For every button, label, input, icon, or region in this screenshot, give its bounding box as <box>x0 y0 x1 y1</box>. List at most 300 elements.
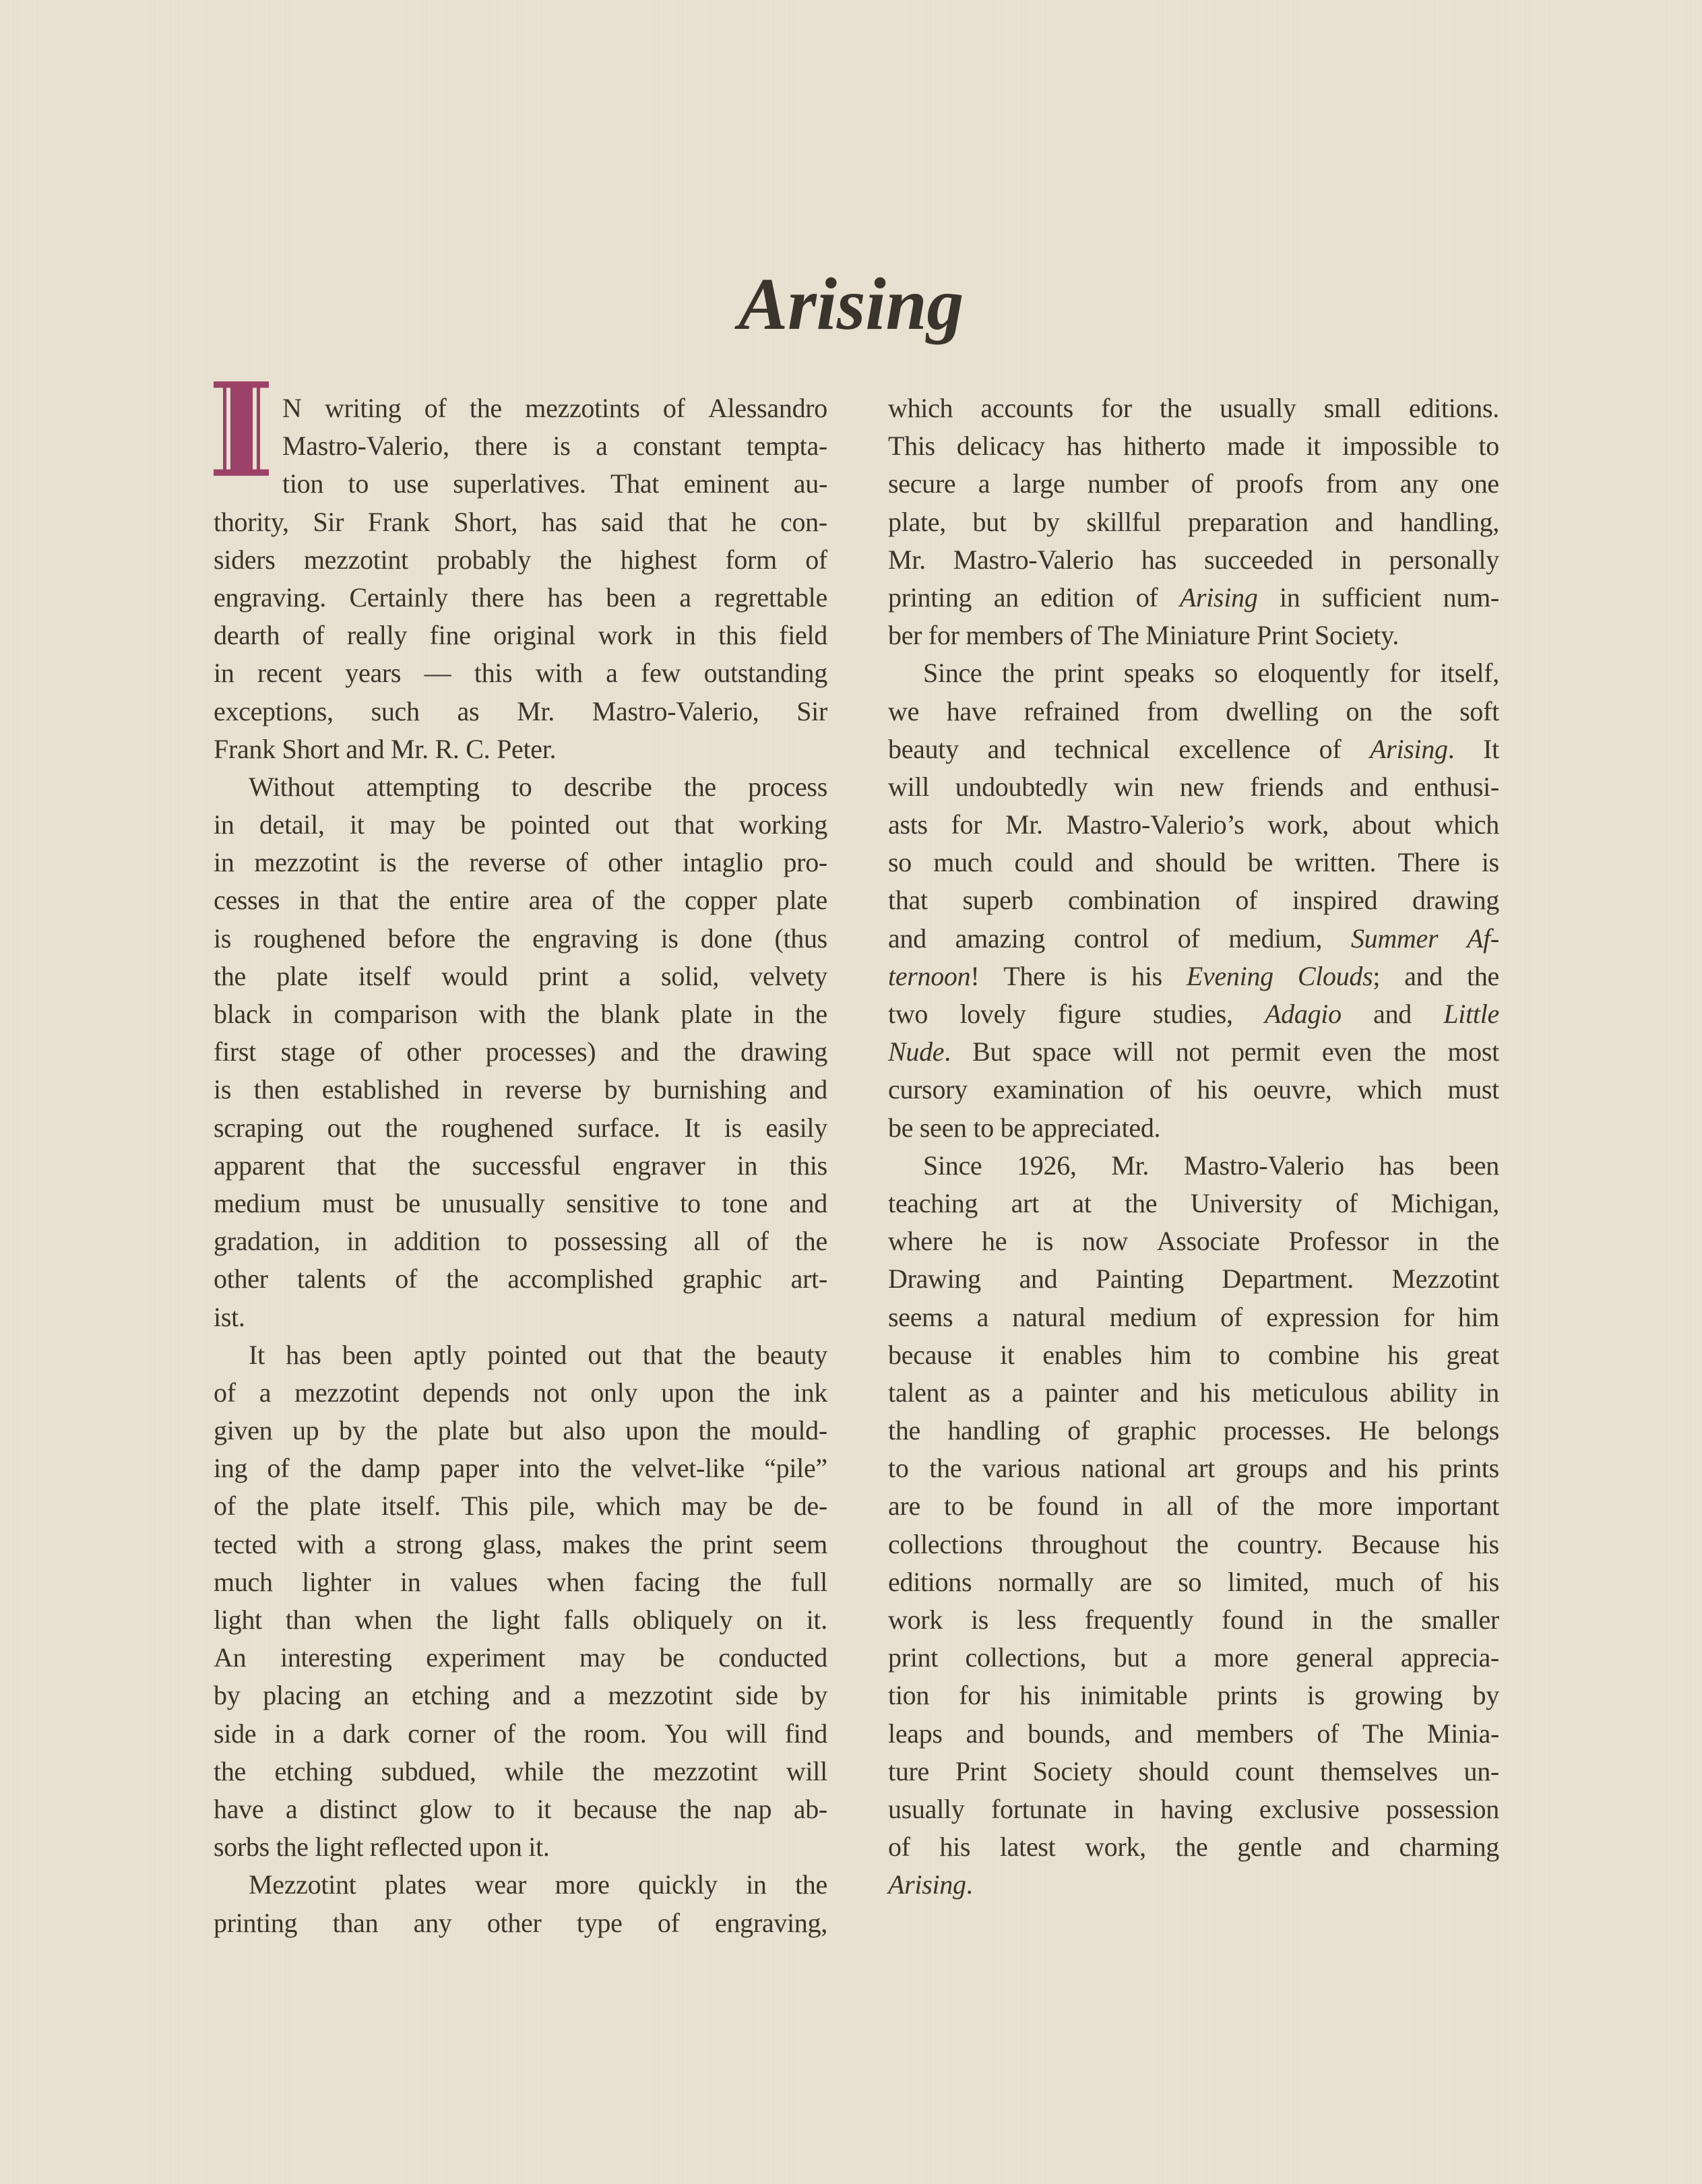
paragraph <box>888 389 1499 654</box>
text-line <box>888 1563 1499 1601</box>
word: Adagio <box>1265 999 1342 1029</box>
word: exclusive <box>1259 1793 1360 1824</box>
word: sufficient <box>1321 582 1422 613</box>
word: plate <box>776 885 827 916</box>
word: interesting <box>280 1642 392 1673</box>
word: room. <box>584 1718 647 1749</box>
text-line <box>888 1790 1499 1828</box>
text-line <box>888 1677 1499 1714</box>
word: Associate <box>1156 1226 1260 1257</box>
word: will <box>786 1755 827 1786</box>
word: graphic <box>682 1263 762 1294</box>
word: by <box>1033 506 1060 537</box>
word: collections, <box>965 1642 1087 1673</box>
word: reflected <box>369 1832 463 1863</box>
word: black <box>214 999 272 1029</box>
word: combination <box>1068 885 1201 916</box>
word: in <box>214 809 234 840</box>
word: figure <box>1057 999 1121 1029</box>
word: has <box>1141 544 1177 575</box>
word: print <box>538 960 589 991</box>
word: The <box>1362 1718 1404 1749</box>
word: in <box>736 1150 758 1181</box>
word: drawing <box>1412 885 1499 916</box>
text-line <box>214 958 827 995</box>
word: by <box>800 1680 827 1711</box>
word: and <box>1335 506 1374 537</box>
word: has <box>1066 431 1102 462</box>
word: hitherto <box>1123 431 1206 462</box>
word: a <box>285 1793 298 1824</box>
word: art <box>1187 1453 1215 1484</box>
word: great <box>1446 1339 1499 1370</box>
word: one <box>1461 468 1499 499</box>
word: should <box>1155 847 1226 878</box>
word: makes <box>562 1528 631 1559</box>
word: his <box>1387 1339 1418 1370</box>
text-line <box>888 1487 1499 1525</box>
word: of <box>592 885 614 916</box>
word: the <box>679 1793 712 1824</box>
word: Arising <box>1179 582 1258 613</box>
word: there <box>474 431 528 462</box>
word: any <box>1399 468 1439 499</box>
text-line <box>888 541 1499 579</box>
word: Mastro-Valerio <box>953 544 1114 575</box>
word: it <box>1000 1339 1015 1370</box>
word: Sir <box>313 506 344 537</box>
text-line <box>214 1412 827 1449</box>
word: impossible <box>1342 431 1457 462</box>
word: latest <box>999 1832 1056 1863</box>
word: large <box>1012 468 1065 499</box>
word: and <box>1331 1832 1370 1863</box>
word: the <box>1159 393 1192 423</box>
word: and <box>620 1036 659 1067</box>
text-line <box>888 1260 1499 1298</box>
word: cesses <box>214 885 280 916</box>
word: accounts <box>980 393 1073 423</box>
word: Little <box>1443 999 1499 1029</box>
word: scraping <box>214 1112 304 1143</box>
word: in <box>1311 1604 1333 1635</box>
word: sorbs <box>214 1832 270 1863</box>
text-line <box>214 1033 827 1071</box>
word: An <box>214 1642 247 1673</box>
word: processes) <box>485 1036 596 1067</box>
word: the <box>1399 695 1432 726</box>
word: That <box>610 468 660 499</box>
word: this <box>474 658 513 689</box>
word: experiment <box>426 1642 546 1673</box>
word: enables <box>1042 1339 1123 1370</box>
word: art <box>1011 1187 1039 1218</box>
word: eloquently <box>1257 658 1370 689</box>
word: is <box>660 923 679 954</box>
word: of <box>1149 1074 1172 1105</box>
word: it <box>1306 431 1321 462</box>
word: be <box>460 809 486 840</box>
word: obliquely <box>632 1604 733 1635</box>
word: Mezzotint <box>1391 1263 1499 1294</box>
text-line <box>888 958 1499 995</box>
dropcap-initial <box>214 381 269 476</box>
word: expression <box>1266 1301 1380 1332</box>
word: of <box>267 1453 290 1484</box>
word: be <box>888 1112 914 1143</box>
word: aptly <box>413 1339 466 1370</box>
word: itself <box>358 960 411 991</box>
word: said <box>600 506 644 537</box>
word: the <box>214 1755 246 1786</box>
word: may <box>681 1491 728 1522</box>
word: at <box>1072 1187 1092 1218</box>
word: technical <box>1054 733 1150 764</box>
text-line <box>214 1601 827 1639</box>
word: because <box>573 1793 658 1824</box>
word: out <box>327 1112 361 1143</box>
word: edition <box>1040 582 1114 613</box>
word: the <box>1125 1187 1158 1218</box>
word: on <box>756 1604 783 1635</box>
word: a <box>976 1301 989 1332</box>
word: should <box>1138 1755 1209 1786</box>
text-line <box>214 1639 827 1677</box>
word: and <box>1019 1263 1058 1294</box>
text-line <box>888 1299 1499 1336</box>
word: will <box>725 1718 767 1749</box>
word: Society <box>1032 1755 1112 1786</box>
word: of <box>1220 1301 1242 1332</box>
text-line <box>888 844 1499 881</box>
word: and <box>789 1074 827 1105</box>
word: his <box>939 1832 971 1863</box>
word: the <box>214 960 246 991</box>
word: all <box>693 1226 720 1257</box>
word: with <box>478 999 526 1029</box>
word: medium <box>214 1187 301 1218</box>
word: This <box>461 1491 509 1522</box>
word: Print <box>955 1755 1007 1786</box>
word: for <box>959 1680 990 1711</box>
word: accomplished <box>507 1263 654 1294</box>
word: must <box>1447 1074 1499 1105</box>
word: Mezzotint <box>249 1869 356 1900</box>
word: that <box>338 885 379 916</box>
word: a <box>313 1718 325 1749</box>
text-line <box>214 1374 827 1412</box>
word: in <box>753 999 774 1029</box>
text-line <box>888 1109 1499 1147</box>
text-line <box>214 1526 827 1563</box>
word: which <box>888 393 953 423</box>
word: paper <box>439 1453 499 1484</box>
word: and <box>966 1718 1005 1749</box>
word: is <box>1090 960 1108 991</box>
text-line <box>214 1904 827 1942</box>
word: be <box>747 1491 774 1522</box>
text-line <box>214 541 827 579</box>
word: his <box>1387 1453 1418 1484</box>
word: so <box>888 847 912 878</box>
word: established <box>321 1074 440 1105</box>
word: burnishing <box>653 1074 767 1105</box>
word: Mr. <box>888 544 926 575</box>
text-line <box>214 1260 827 1298</box>
word: num- <box>1443 582 1499 613</box>
word: Af- <box>1466 923 1499 954</box>
word: the <box>309 1453 342 1484</box>
word: skillful <box>1086 506 1162 537</box>
word: in <box>1478 1377 1499 1408</box>
word: damp <box>360 1453 420 1484</box>
word: from <box>1146 695 1199 726</box>
word: the <box>385 1112 418 1143</box>
word: found <box>1222 1604 1284 1635</box>
word: and <box>789 1187 827 1218</box>
word: constant <box>633 431 722 462</box>
word: tected <box>214 1528 277 1559</box>
text-line <box>214 617 827 654</box>
word: probably <box>437 544 531 575</box>
text-line <box>888 806 1499 844</box>
word: but <box>509 1415 543 1446</box>
word: original <box>493 620 576 651</box>
word: mezzotint <box>608 1680 713 1711</box>
word: Short, <box>453 506 518 537</box>
text-line <box>214 1487 827 1525</box>
word: mezzotint <box>303 544 408 575</box>
word: placing <box>263 1680 341 1711</box>
text-line <box>888 920 1499 958</box>
word: it <box>349 809 365 840</box>
word: recent <box>257 658 322 689</box>
text-line <box>214 1866 827 1904</box>
word: bounds, <box>1028 1718 1111 1749</box>
word: talents <box>296 1263 367 1294</box>
word: work, <box>1267 809 1329 840</box>
word: his <box>1199 1377 1231 1408</box>
word: small <box>1323 393 1381 423</box>
word: really <box>346 620 408 651</box>
word: of <box>1216 1491 1239 1522</box>
word: unusually <box>441 1187 545 1218</box>
text-line <box>888 1866 1499 1904</box>
word: and <box>1404 960 1443 991</box>
text-line <box>888 427 1499 465</box>
word: permit <box>1231 1036 1300 1067</box>
word: much <box>1335 1566 1395 1597</box>
word: pro- <box>783 847 827 878</box>
word: and <box>1095 847 1134 878</box>
text-line <box>282 427 827 465</box>
word: the <box>698 1415 731 1446</box>
word: subdued, <box>381 1755 476 1786</box>
word: in <box>1417 1226 1439 1257</box>
word: has <box>541 506 577 537</box>
word: intaglio <box>682 847 763 878</box>
word: space <box>1032 1036 1092 1067</box>
word: of <box>1235 885 1258 916</box>
word: Without <box>249 771 335 802</box>
word: surface. <box>577 1112 660 1143</box>
word: Mastro-Valerio, <box>592 695 759 726</box>
word: normally <box>997 1566 1094 1597</box>
word: teaching <box>888 1187 978 1218</box>
word: of <box>1317 1718 1339 1749</box>
word: about <box>1352 809 1411 840</box>
word: and <box>1328 1453 1367 1484</box>
page-title: Arising <box>738 263 964 345</box>
word: have <box>946 695 997 726</box>
word: of <box>1069 620 1092 651</box>
word: to <box>1478 431 1499 462</box>
word: in <box>214 658 234 689</box>
word: thority, <box>214 506 289 537</box>
word: and <box>888 923 926 954</box>
word: painter <box>1044 1377 1118 1408</box>
paragraph <box>214 1336 827 1867</box>
word: prints <box>1439 1453 1499 1484</box>
word: that <box>336 1150 377 1181</box>
word: may <box>389 809 435 840</box>
word: than <box>332 1907 379 1938</box>
word: of <box>214 1377 236 1408</box>
word: to <box>494 1793 515 1824</box>
word: in <box>346 1226 367 1257</box>
word: tion <box>282 468 324 499</box>
word: possessing <box>554 1226 668 1257</box>
word: usually <box>888 1793 965 1824</box>
text-line <box>214 579 827 617</box>
text-line <box>214 881 827 919</box>
word: will <box>888 771 930 802</box>
word: a <box>679 582 691 613</box>
word: Mastro-Valerio’s <box>1066 809 1244 840</box>
word: apparent <box>214 1150 305 1181</box>
word: glass, <box>482 1528 542 1559</box>
word: even <box>1321 1036 1373 1067</box>
word: ber <box>888 620 922 651</box>
word: in <box>675 620 696 651</box>
text-line <box>888 1374 1499 1412</box>
text-line <box>888 1449 1499 1487</box>
word: R. <box>435 733 460 764</box>
word: the <box>1467 1226 1499 1257</box>
word: the <box>1176 1528 1209 1559</box>
text-line <box>888 693 1499 730</box>
word: outstanding <box>703 658 827 689</box>
word: in <box>1113 1793 1134 1824</box>
word: the <box>469 393 502 423</box>
word: field <box>779 620 827 651</box>
word: engraving <box>532 923 639 954</box>
word: is <box>970 1604 989 1635</box>
word: full <box>790 1566 827 1597</box>
word: use <box>393 468 429 499</box>
word: There <box>1397 847 1460 878</box>
word: There <box>1003 960 1066 991</box>
word: Mr. <box>517 695 555 726</box>
word: superb <box>962 885 1034 916</box>
word: de- <box>793 1491 827 1522</box>
word: plates <box>384 1869 447 1900</box>
word: in <box>214 847 234 878</box>
word: the <box>592 1755 625 1786</box>
text-line <box>214 1109 827 1147</box>
word: velvety <box>749 960 827 991</box>
word: is <box>1036 1226 1054 1257</box>
word: of <box>657 1907 680 1938</box>
word: growing <box>1354 1680 1443 1711</box>
text-line <box>888 1601 1499 1639</box>
text-line <box>888 389 1499 427</box>
word: count <box>1234 1755 1294 1786</box>
word: the <box>398 885 431 916</box>
word: new <box>1179 771 1224 802</box>
text-line <box>282 389 827 427</box>
word: appreciated. <box>1032 1112 1161 1143</box>
word: Print <box>1257 620 1309 651</box>
word: when <box>354 1604 412 1635</box>
word: Frank <box>367 506 430 537</box>
word: groups <box>1235 1453 1308 1484</box>
word: working <box>738 809 827 840</box>
word: throughout <box>1031 1528 1147 1559</box>
word: into <box>518 1453 560 1484</box>
word: be <box>988 1491 1013 1522</box>
word: the <box>929 1453 962 1484</box>
word: are <box>888 1491 920 1522</box>
word: plate <box>437 1415 489 1446</box>
word: with <box>296 1528 344 1559</box>
word: tempta- <box>746 431 827 462</box>
word: proofs <box>1235 468 1304 499</box>
text-line <box>214 503 827 541</box>
word: when <box>546 1566 605 1597</box>
word: of <box>746 1226 769 1257</box>
word: It <box>1483 733 1499 764</box>
word: written. <box>1294 847 1377 878</box>
word: the <box>478 923 510 954</box>
word: writing <box>324 393 402 423</box>
word: been <box>342 1339 393 1370</box>
word: national <box>1081 1453 1166 1484</box>
word: of <box>424 393 447 423</box>
word: drawing <box>740 1036 827 1067</box>
word: more <box>555 1869 610 1900</box>
word: Michigan, <box>1391 1187 1499 1218</box>
text-line <box>888 1753 1499 1790</box>
word: and <box>987 733 1026 764</box>
word: the <box>703 1339 736 1370</box>
word: by <box>604 1074 631 1105</box>
word: side <box>735 1680 778 1711</box>
word: fine <box>429 620 471 651</box>
word: the <box>276 1832 309 1863</box>
word: medium, <box>1228 923 1323 954</box>
text-line <box>214 1299 827 1336</box>
text-line <box>214 768 827 806</box>
word: attempting <box>366 771 480 802</box>
word: The <box>1098 620 1139 651</box>
word: would <box>441 960 508 991</box>
word: his <box>1197 1074 1228 1105</box>
word: in <box>746 1869 767 1900</box>
word: au- <box>793 468 827 499</box>
word: win <box>1114 771 1154 802</box>
word: sensitive <box>566 1187 659 1218</box>
